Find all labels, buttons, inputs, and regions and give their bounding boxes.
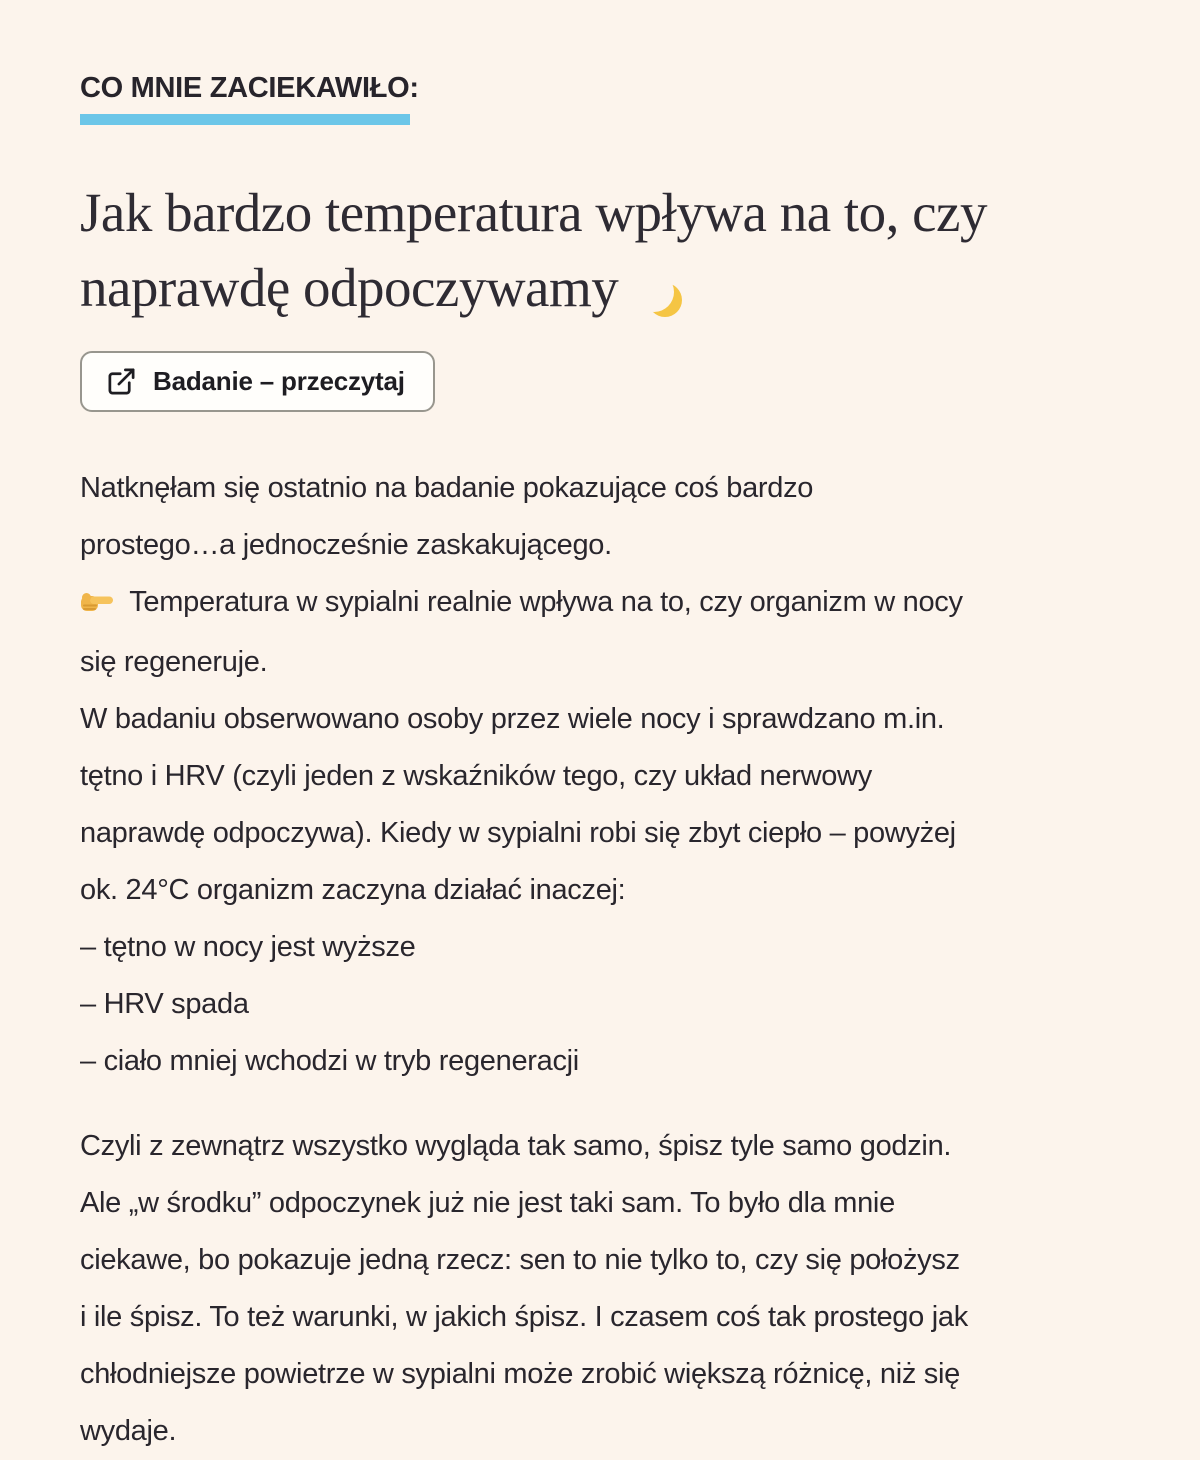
study-link-button[interactable] [80,351,435,412]
paragraph: Czyli z zewnątrz wszystko wygląda tak samo, śpisz tyle samo godzin. Ale „w środku” odpoczynek już nie jest taki sam. To było dla mnie ciekawe, bo pokazuje jedną rzecz: sen to nie tylko to, czy się położysz i ile śpisz. To też warunki, w jakich śpisz. I czasem coś tak prostego jak chłodniejsze powietrze w sypialni może zrobić większą różnicę, niż się wydaje. [80,1129,968,1447]
external-link-icon [106,366,137,397]
post-title-line1: Jak bardzo temperatura wpływa na to, czy [80,181,987,243]
section-eyebrow: CO MNIE ZACIEKAWIŁO: [80,72,419,104]
article-body [80,460,1122,1460]
crescent-moon-icon [634,272,674,312]
pointing-right-hand-icon [80,577,114,634]
accent-underline [80,114,410,125]
post-title [80,175,1122,325]
study-link-button-label: Badanie – przeczytaj [153,365,405,396]
post-title-line2: naprawdę odpoczywamy [80,256,619,318]
paragraph: Natknęłam się ostatnio na badanie pokazujące coś bardzo prostego…a jednocześnie zaskakującego. Temperatura w sypialni realnie wpływa na to, czy organizm w nocy się regeneruje. W badaniu obserwowano osoby przez wiele nocy i sprawdzano m.in. tętno i HRV (czyli jeden z wskaźników tego, czy układ nerwowy naprawdę odpoczywa). Kiedy w sypialni robi się zbyt ciepło – powyżej ok. 24°C organizm zaczyna działać inaczej: – tętno w nocy jest wyższe – HRV spada – ciało mniej wchodzi w tryb regeneracji [80,471,963,1077]
